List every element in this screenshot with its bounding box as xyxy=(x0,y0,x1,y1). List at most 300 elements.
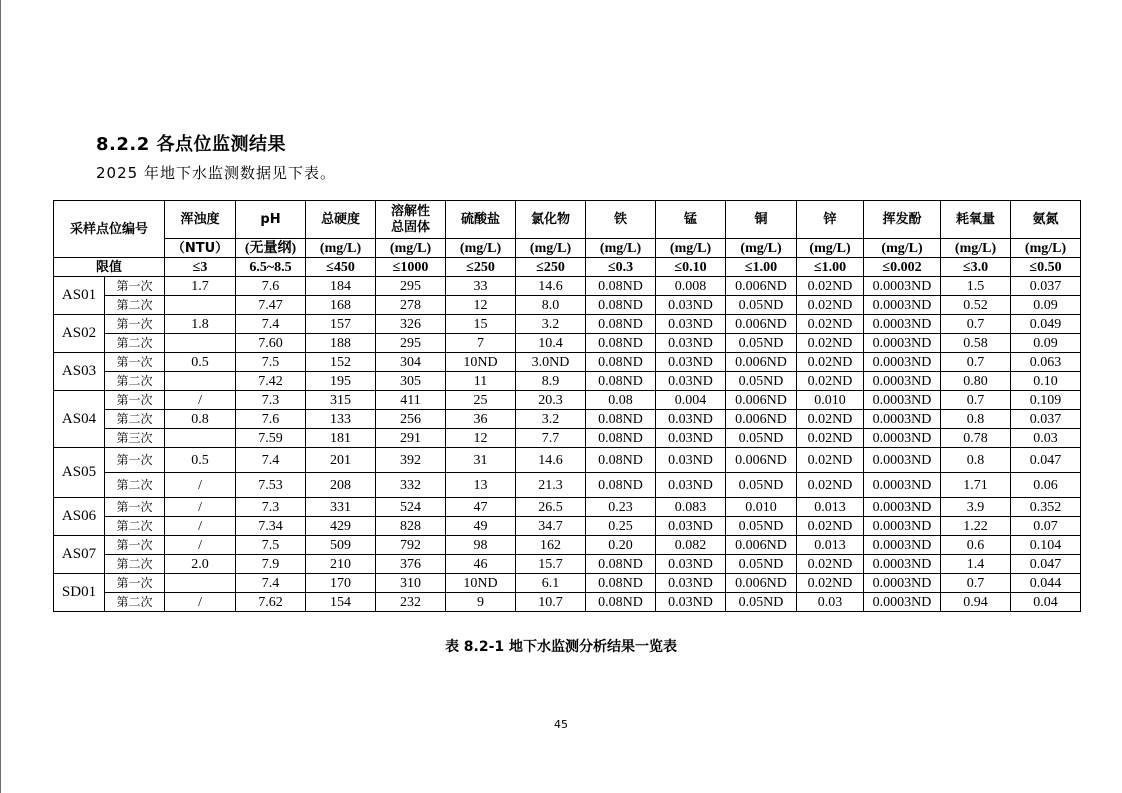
header-tds-label: 溶解性总固体 xyxy=(391,203,431,235)
value-cell: 0.08ND xyxy=(586,473,656,498)
value-cell: 0.08 xyxy=(586,391,656,410)
site-id-cell: AS02 xyxy=(54,315,105,353)
corner-header: 采样点位编号 xyxy=(54,201,165,258)
value-cell: 0.07 xyxy=(1011,517,1081,536)
value-cell: 0.0003ND xyxy=(864,410,941,429)
header-row-names xyxy=(54,201,1081,239)
value-cell: 0.352 xyxy=(1011,498,1081,517)
value-cell: 310 xyxy=(376,574,446,593)
unit-cell: (mg/L) xyxy=(656,239,726,258)
value-cell: / xyxy=(165,473,236,498)
value-cell: 7.3 xyxy=(236,498,306,517)
value-cell: 0.03ND xyxy=(656,372,726,391)
table-row xyxy=(54,536,1081,555)
table-row xyxy=(54,334,1081,353)
value-cell: 0.08ND xyxy=(586,334,656,353)
value-cell: 0.05ND xyxy=(726,517,797,536)
site-id-cell: SD01 xyxy=(54,574,105,612)
value-cell: 7.5 xyxy=(236,353,306,372)
sampling-round-cell: 第一次 xyxy=(105,315,165,334)
value-cell: 524 xyxy=(376,498,446,517)
value-cell: 0.03ND xyxy=(656,353,726,372)
sampling-round-cell: 第二次 xyxy=(105,410,165,429)
value-cell: 7.62 xyxy=(236,593,306,612)
value-cell: 0.063 xyxy=(1011,353,1081,372)
table-row xyxy=(54,473,1081,498)
value-cell: 0.0003ND xyxy=(864,334,941,353)
value-cell: 332 xyxy=(376,473,446,498)
value-cell: 392 xyxy=(376,448,446,473)
site-id-cell: AS04 xyxy=(54,391,105,448)
value-cell: 7.6 xyxy=(236,277,306,296)
value-cell: 7.4 xyxy=(236,315,306,334)
table-row xyxy=(54,277,1081,296)
value-cell: 0.02ND xyxy=(797,429,864,448)
intro-text: 2025 年地下水监测数据见下表。 xyxy=(96,164,336,182)
value-cell: 0.05ND xyxy=(726,334,797,353)
value-cell: 429 xyxy=(306,517,376,536)
unit-cell: (mg/L) xyxy=(797,239,864,258)
value-cell: 331 xyxy=(306,498,376,517)
value-cell: 0.02ND xyxy=(797,372,864,391)
value-cell: 0.02ND xyxy=(797,353,864,372)
value-cell: 12 xyxy=(446,296,516,315)
header-ammonia-nitrogen: 氨氮 xyxy=(1011,201,1081,239)
value-cell: 0.0003ND xyxy=(864,315,941,334)
value-cell: 0.013 xyxy=(797,498,864,517)
value-cell: 49 xyxy=(446,517,516,536)
value-cell: 9 xyxy=(446,593,516,612)
sampling-round-cell: 第一次 xyxy=(105,498,165,517)
value-cell: 0.104 xyxy=(1011,536,1081,555)
value-cell: 0.0003ND xyxy=(864,296,941,315)
value-cell: 0.037 xyxy=(1011,277,1081,296)
value-cell: 25 xyxy=(446,391,516,410)
value-cell: 0.08ND xyxy=(586,574,656,593)
value-cell: 210 xyxy=(306,555,376,574)
value-cell: 0.7 xyxy=(941,391,1011,410)
limit-cell: ≤1.00 xyxy=(797,258,864,277)
limits-row xyxy=(54,258,1081,277)
value-cell: 7.53 xyxy=(236,473,306,498)
value-cell: 195 xyxy=(306,372,376,391)
value-cell: 0.80 xyxy=(941,372,1011,391)
value-cell: 0.047 xyxy=(1011,555,1081,574)
value-cell: 0.7 xyxy=(941,574,1011,593)
value-cell: 0.0003ND xyxy=(864,473,941,498)
value-cell: 7 xyxy=(446,334,516,353)
value-cell xyxy=(165,334,236,353)
unit-cell: (mg/L) xyxy=(306,239,376,258)
value-cell: 0.0003ND xyxy=(864,277,941,296)
value-cell: 98 xyxy=(446,536,516,555)
value-cell: 0.03ND xyxy=(656,555,726,574)
site-id-cell: AS05 xyxy=(54,448,105,498)
table-row xyxy=(54,410,1081,429)
value-cell: 0.008 xyxy=(656,277,726,296)
value-cell: 0.08ND xyxy=(586,353,656,372)
value-cell: 0.047 xyxy=(1011,448,1081,473)
value-cell: 7.60 xyxy=(236,334,306,353)
value-cell: 0.03ND xyxy=(656,593,726,612)
value-cell: 1.4 xyxy=(941,555,1011,574)
value-cell: 7.4 xyxy=(236,574,306,593)
value-cell: / xyxy=(165,536,236,555)
sampling-round-cell: 第一次 xyxy=(105,277,165,296)
value-cell: 0.5 xyxy=(165,353,236,372)
value-cell: 376 xyxy=(376,555,446,574)
value-cell: 0.006ND xyxy=(726,315,797,334)
value-cell: 0.02ND xyxy=(797,410,864,429)
value-cell: 0.09 xyxy=(1011,296,1081,315)
value-cell: 0.082 xyxy=(656,536,726,555)
header-manganese: 锰 xyxy=(656,201,726,239)
sampling-round-cell: 第一次 xyxy=(105,574,165,593)
value-cell: 7.3 xyxy=(236,391,306,410)
limit-cell: ≤0.002 xyxy=(864,258,941,277)
value-cell: 0.0003ND xyxy=(864,555,941,574)
value-cell: 0.02ND xyxy=(797,574,864,593)
table-row xyxy=(54,372,1081,391)
sampling-round-cell: 第一次 xyxy=(105,353,165,372)
header-cod-mn: 耗氧量 xyxy=(941,201,1011,239)
value-cell: 3.0ND xyxy=(516,353,586,372)
value-cell: 305 xyxy=(376,372,446,391)
sampling-round-cell: 第二次 xyxy=(105,593,165,612)
value-cell: 0.04 xyxy=(1011,593,1081,612)
value-cell: 1.22 xyxy=(941,517,1011,536)
value-cell: 0.006ND xyxy=(726,536,797,555)
header-chloride: 氯化物 xyxy=(516,201,586,239)
value-cell: 0.08ND xyxy=(586,593,656,612)
table-row xyxy=(54,391,1081,410)
value-cell: 0.05ND xyxy=(726,555,797,574)
unit-cell: (mg/L) xyxy=(586,239,656,258)
table-row xyxy=(54,429,1081,448)
header-iron: 铁 xyxy=(586,201,656,239)
sampling-round-cell: 第二次 xyxy=(105,334,165,353)
value-cell: 10.7 xyxy=(516,593,586,612)
value-cell: 509 xyxy=(306,536,376,555)
value-cell: 0.049 xyxy=(1011,315,1081,334)
value-cell: 133 xyxy=(306,410,376,429)
value-cell xyxy=(165,296,236,315)
header-sulfate: 硫酸盐 xyxy=(446,201,516,239)
value-cell: / xyxy=(165,498,236,517)
value-cell: 0.03ND xyxy=(656,429,726,448)
table-body xyxy=(54,277,1081,612)
site-id-cell: AS06 xyxy=(54,498,105,536)
limits-label: 限值 xyxy=(54,258,165,277)
value-cell: 0.03 xyxy=(1011,429,1081,448)
limit-cell: ≤0.3 xyxy=(586,258,656,277)
value-cell: 3.9 xyxy=(941,498,1011,517)
unit-cell: (mg/L) xyxy=(446,239,516,258)
value-cell: 0.08ND xyxy=(586,372,656,391)
value-cell: 14.6 xyxy=(516,448,586,473)
value-cell: 792 xyxy=(376,536,446,555)
limit-cell: ≤0.50 xyxy=(1011,258,1081,277)
header-copper: 铜 xyxy=(726,201,797,239)
value-cell: 0.037 xyxy=(1011,410,1081,429)
value-cell: 1.7 xyxy=(165,277,236,296)
value-cell: 0.006ND xyxy=(726,448,797,473)
header-volatile-phenol: 挥发酚 xyxy=(864,201,941,239)
value-cell: 0.02ND xyxy=(797,296,864,315)
value-cell: 0.03ND xyxy=(656,410,726,429)
value-cell: 31 xyxy=(446,448,516,473)
value-cell: 0.05ND xyxy=(726,372,797,391)
value-cell: 0.8 xyxy=(165,410,236,429)
limit-cell: ≤250 xyxy=(446,258,516,277)
value-cell: / xyxy=(165,391,236,410)
value-cell: 0.03ND xyxy=(656,334,726,353)
value-cell: 0.02ND xyxy=(797,315,864,334)
value-cell: 0.03ND xyxy=(656,315,726,334)
value-cell: 10.4 xyxy=(516,334,586,353)
value-cell: 0.083 xyxy=(656,498,726,517)
value-cell: 7.7 xyxy=(516,429,586,448)
value-cell: 0.010 xyxy=(797,391,864,410)
unit-cell: (无量纲) xyxy=(236,239,306,258)
value-cell: 7.42 xyxy=(236,372,306,391)
value-cell: 184 xyxy=(306,277,376,296)
value-cell: 0.02ND xyxy=(797,517,864,536)
value-cell: 304 xyxy=(376,353,446,372)
value-cell: 0.02ND xyxy=(797,473,864,498)
value-cell: 1.8 xyxy=(165,315,236,334)
value-cell: 0.20 xyxy=(586,536,656,555)
sampling-round-cell: 第三次 xyxy=(105,429,165,448)
value-cell xyxy=(165,429,236,448)
value-cell: 168 xyxy=(306,296,376,315)
value-cell: / xyxy=(165,593,236,612)
table-header xyxy=(54,201,1081,277)
value-cell: 3.2 xyxy=(516,315,586,334)
value-cell: 0.08ND xyxy=(586,296,656,315)
unit-cell: (mg/L) xyxy=(516,239,586,258)
value-cell: / xyxy=(165,517,236,536)
value-cell: 0.25 xyxy=(586,517,656,536)
sampling-round-cell: 第二次 xyxy=(105,517,165,536)
unit-cell: (mg/L) xyxy=(864,239,941,258)
unit-cell: (mg/L) xyxy=(376,239,446,258)
value-cell: 2.0 xyxy=(165,555,236,574)
value-cell: 0.10 xyxy=(1011,372,1081,391)
value-cell: 170 xyxy=(306,574,376,593)
table-row xyxy=(54,498,1081,517)
value-cell: 8.0 xyxy=(516,296,586,315)
value-cell: 7.6 xyxy=(236,410,306,429)
value-cell: 1.71 xyxy=(941,473,1011,498)
value-cell: 315 xyxy=(306,391,376,410)
value-cell: 21.3 xyxy=(516,473,586,498)
value-cell: 0.03 xyxy=(797,593,864,612)
value-cell: 0.05ND xyxy=(726,296,797,315)
value-cell: 7.34 xyxy=(236,517,306,536)
unit-cell: (mg/L) xyxy=(941,239,1011,258)
sampling-round-cell: 第二次 xyxy=(105,473,165,498)
value-cell: 0.03ND xyxy=(656,296,726,315)
value-cell: 0.0003ND xyxy=(864,574,941,593)
value-cell: 181 xyxy=(306,429,376,448)
limit-cell: ≤0.10 xyxy=(656,258,726,277)
value-cell: 0.02ND xyxy=(797,277,864,296)
limit-cell: ≤3.0 xyxy=(941,258,1011,277)
value-cell: 26.5 xyxy=(516,498,586,517)
value-cell: 0.03ND xyxy=(656,473,726,498)
table-row xyxy=(54,574,1081,593)
value-cell: 0.0003ND xyxy=(864,517,941,536)
value-cell: 232 xyxy=(376,593,446,612)
value-cell: 20.3 xyxy=(516,391,586,410)
page-number: 45 xyxy=(554,718,568,731)
sampling-round-cell: 第二次 xyxy=(105,296,165,315)
limit-cell: 6.5~8.5 xyxy=(236,258,306,277)
value-cell: 47 xyxy=(446,498,516,517)
value-cell xyxy=(165,574,236,593)
value-cell: 12 xyxy=(446,429,516,448)
value-cell: 0.0003ND xyxy=(864,536,941,555)
limit-cell: ≤450 xyxy=(306,258,376,277)
value-cell: 157 xyxy=(306,315,376,334)
value-cell: 0.0003ND xyxy=(864,448,941,473)
value-cell: 33 xyxy=(446,277,516,296)
value-cell: 34.7 xyxy=(516,517,586,536)
sampling-round-cell: 第一次 xyxy=(105,536,165,555)
value-cell: 1.5 xyxy=(941,277,1011,296)
value-cell: 0.010 xyxy=(726,498,797,517)
site-id-cell: AS03 xyxy=(54,353,105,391)
value-cell: 7.4 xyxy=(236,448,306,473)
limit-cell: ≤1.00 xyxy=(726,258,797,277)
table-row xyxy=(54,593,1081,612)
sampling-round-cell: 第二次 xyxy=(105,372,165,391)
value-cell: 0.03ND xyxy=(656,517,726,536)
value-cell: 0.6 xyxy=(941,536,1011,555)
page-edge xyxy=(0,0,1,793)
value-cell: 0.044 xyxy=(1011,574,1081,593)
site-id-cell: AS07 xyxy=(54,536,105,574)
unit-cell: (mg/L) xyxy=(1011,239,1081,258)
limit-cell: ≤250 xyxy=(516,258,586,277)
value-cell: 0.004 xyxy=(656,391,726,410)
table-row xyxy=(54,517,1081,536)
table-caption: 表 8.2-1 地下水监测分析结果一览表 xyxy=(444,639,678,655)
value-cell: 7.59 xyxy=(236,429,306,448)
value-cell: 201 xyxy=(306,448,376,473)
value-cell: 46 xyxy=(446,555,516,574)
value-cell: 0.94 xyxy=(941,593,1011,612)
value-cell: 15.7 xyxy=(516,555,586,574)
value-cell: 0.58 xyxy=(941,334,1011,353)
value-cell: 0.23 xyxy=(586,498,656,517)
header-turbidity: 浑浊度 xyxy=(165,201,236,239)
table-row xyxy=(54,353,1081,372)
value-cell: 291 xyxy=(376,429,446,448)
value-cell: 0.02ND xyxy=(797,448,864,473)
section-heading: 8.2.2 各点位监测结果 xyxy=(96,134,287,155)
value-cell: 0.08ND xyxy=(586,429,656,448)
value-cell: 0.7 xyxy=(941,353,1011,372)
value-cell: 6.1 xyxy=(516,574,586,593)
value-cell: 10ND xyxy=(446,353,516,372)
value-cell xyxy=(165,372,236,391)
value-cell: 0.5 xyxy=(165,448,236,473)
value-cell: 0.109 xyxy=(1011,391,1081,410)
value-cell: 0.8 xyxy=(941,448,1011,473)
value-cell: 0.05ND xyxy=(726,473,797,498)
value-cell: 0.03ND xyxy=(656,448,726,473)
value-cell: 11 xyxy=(446,372,516,391)
value-cell: 295 xyxy=(376,334,446,353)
header-total-hardness: 总硬度 xyxy=(306,201,376,239)
unit-cell: (mg/L) xyxy=(726,239,797,258)
limit-cell: ≤3 xyxy=(165,258,236,277)
unit-cell: （NTU） xyxy=(165,239,236,258)
value-cell: 0.006ND xyxy=(726,574,797,593)
table-row xyxy=(54,315,1081,334)
value-cell: 0.03ND xyxy=(656,574,726,593)
value-cell: 15 xyxy=(446,315,516,334)
value-cell: 0.7 xyxy=(941,315,1011,334)
value-cell: 152 xyxy=(306,353,376,372)
value-cell: 326 xyxy=(376,315,446,334)
value-cell: 0.006ND xyxy=(726,410,797,429)
value-cell: 0.78 xyxy=(941,429,1011,448)
value-cell: 0.0003ND xyxy=(864,593,941,612)
table-row xyxy=(54,448,1081,473)
value-cell: 10ND xyxy=(446,574,516,593)
value-cell: 0.05ND xyxy=(726,593,797,612)
groundwater-results-table xyxy=(53,200,1081,612)
value-cell: 0.0003ND xyxy=(864,429,941,448)
sampling-round-cell: 第一次 xyxy=(105,391,165,410)
value-cell: 0.0003ND xyxy=(864,391,941,410)
value-cell: 295 xyxy=(376,277,446,296)
value-cell: 0.006ND xyxy=(726,353,797,372)
value-cell: 3.2 xyxy=(516,410,586,429)
value-cell: 0.0003ND xyxy=(864,353,941,372)
value-cell: 154 xyxy=(306,593,376,612)
value-cell: 0.08ND xyxy=(586,315,656,334)
sampling-round-cell: 第一次 xyxy=(105,448,165,473)
table-row xyxy=(54,555,1081,574)
value-cell: 0.06 xyxy=(1011,473,1081,498)
value-cell: 13 xyxy=(446,473,516,498)
value-cell: 208 xyxy=(306,473,376,498)
header-zinc: 锌 xyxy=(797,201,864,239)
site-id-cell: AS01 xyxy=(54,277,105,315)
value-cell: 162 xyxy=(516,536,586,555)
value-cell: 7.9 xyxy=(236,555,306,574)
value-cell: 0.006ND xyxy=(726,391,797,410)
value-cell: 0.0003ND xyxy=(864,498,941,517)
value-cell: 0.09 xyxy=(1011,334,1081,353)
value-cell: 278 xyxy=(376,296,446,315)
value-cell: 0.08ND xyxy=(586,448,656,473)
value-cell: 256 xyxy=(376,410,446,429)
value-cell: 0.0003ND xyxy=(864,372,941,391)
value-cell: 188 xyxy=(306,334,376,353)
value-cell: 0.02ND xyxy=(797,555,864,574)
value-cell: 8.9 xyxy=(516,372,586,391)
value-cell: 0.013 xyxy=(797,536,864,555)
value-cell: 0.006ND xyxy=(726,277,797,296)
value-cell: 0.02ND xyxy=(797,334,864,353)
value-cell: 7.47 xyxy=(236,296,306,315)
value-cell: 828 xyxy=(376,517,446,536)
